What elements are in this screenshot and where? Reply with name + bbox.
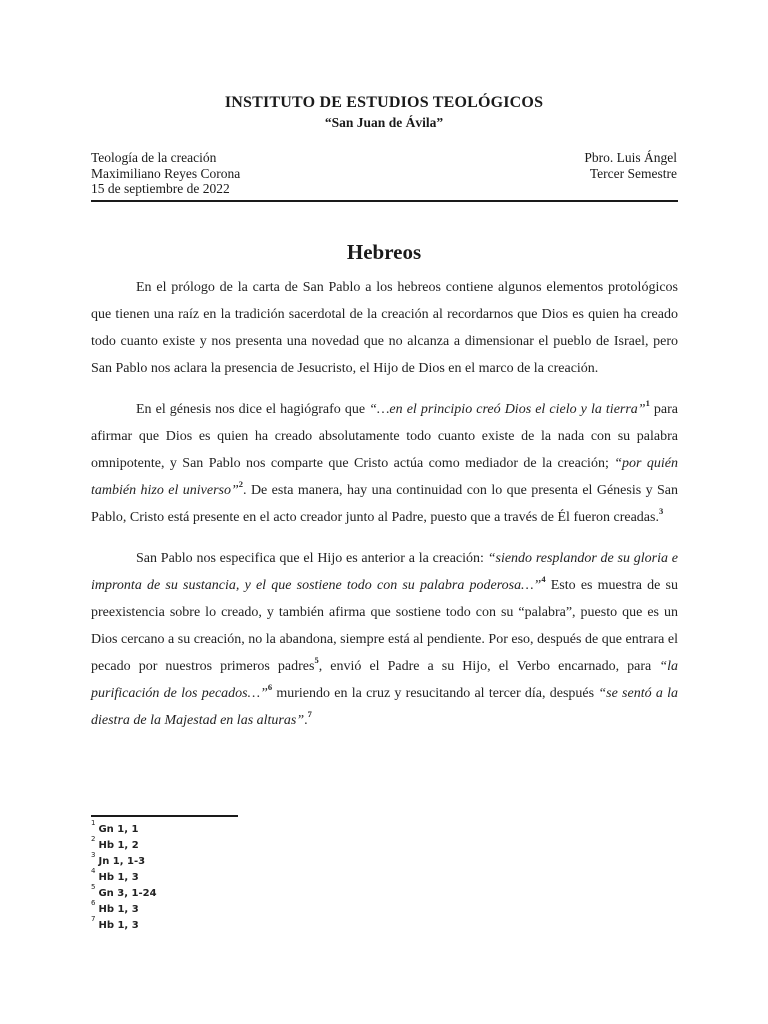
paragraph-text: En el génesis nos dice el hagiógrafo que [136,402,370,417]
professor-name: Pbro. Luis Ángel [584,150,677,165]
paragraph-text: . [304,713,308,728]
institute-title: INSTITUTO DE ESTUDIOS TEOLÓGICOS [224,94,544,111]
footnote-text: Hb 1, 3 [98,904,139,915]
document-meta [91,150,677,197]
footnote-marker: 7 [307,709,312,720]
footnote-text: Hb 1, 3 [98,920,139,931]
footnote-text: Jn 1, 1-3 [98,856,146,867]
student-name: Maximiliano Reyes Corona [91,165,241,181]
footnote-item [91,882,157,902]
subject-label: Teología de la creación [91,150,217,165]
body-paragraph [91,545,678,734]
paragraph-text: muriendo en la cruz y resucitando al tercer día, después [272,686,599,701]
footnote-marker: 1 [645,398,650,409]
footnote-marker: 3 [658,506,664,517]
footnote-item [91,818,157,838]
footnote-text: Gn 3, 1-24 [98,888,157,899]
body-paragraph [91,274,678,382]
scripture-quote: “siendo resplandor de su gloria e impronta de su sustancia, y el que sostiene todo con su palabra poderosa…” [91,551,679,593]
footnote-number: 7 [91,914,96,923]
footnote-item [91,898,157,918]
footnote-marker: 2 [238,479,244,490]
footnote-item [91,850,157,870]
footnote-number: 3 [91,850,96,859]
meta-row-2 [91,166,677,182]
header-divider [91,200,678,202]
institute-subtitle: “San Juan de Ávila” [324,115,444,130]
footnote-text: Hb 1, 2 [98,840,139,851]
paragraph-text: , envió el Padre a su Hijo, el Verbo encarnado, para [318,659,660,674]
scripture-quote: “por quién también hizo el universo” [91,456,679,498]
scripture-quote: “…en el principio creó Dios el cielo y la tierra” [369,402,646,417]
footnote-number: 5 [91,882,96,891]
semester-label: Tercer Semestre [589,165,677,181]
footnote-number: 4 [91,866,96,875]
footnote-item [91,914,157,934]
footnote-item [91,866,157,886]
document-date: 15 de septiembre de 2022 [91,181,230,196]
footnote-marker: 6 [267,682,273,693]
footnotes [91,818,157,934]
footnote-item [91,834,157,854]
document-body [91,274,678,748]
footnote-marker: 4 [541,574,546,585]
footnote-text: Gn 1, 1 [98,824,139,835]
document-title: Hebreos [346,240,422,264]
footnote-divider [91,815,238,817]
paragraph-text: . De esta manera, hay una continuidad con lo que presenta el Génesis y San Pablo, Cristo está presente en el acto creador junto al Padre, puesto que a través de Él fueron creadas. [91,483,678,525]
paragraph-text: para afirmar que Dios es quien ha creado absolutamente todo cuanto existe de la nada con su palabra omnipotente, y San Pablo nos comparte que Cristo actúa como mediador de la creación; [91,402,679,471]
footnote-number: 6 [91,898,96,907]
body-paragraph [91,396,678,531]
meta-row-3 [91,181,677,197]
footnote-number: 2 [91,834,96,843]
footnote-marker: 5 [314,655,319,666]
paragraph-text: Esto es muestra de su preexistencia sobre lo creado, y también afirma que sostiene todo con su “palabra”, puesto que es un Dios cercano a su creación, no la abandona, siempre está al pendiente. Por eso, después de que entrara el pecado por nuestros primeros padres [91,578,678,674]
footnote-text: Hb 1, 3 [98,872,139,883]
footnote-number: 1 [91,818,96,827]
paragraph-text: En el prólogo de la carta de San Pablo a los hebreos contiene algunos elementos protológicos que tienen una raíz en la tradición sacerdotal de la creación al recordarnos que Dios es quien ha creado todo cuanto existe y nos presenta una novedad que no alcanza a dimensionar el pueblo de Israel, pero San Pablo nos aclara la presencia de Jesucristo, el Hijo de Dios en el marco de la creación. [91,280,678,376]
scripture-quote: “la purificación de los pecados…” [91,659,678,701]
meta-row-1 [91,150,677,166]
scripture-quote: “se sentó a la diestra de la Majestad en las alturas” [91,686,679,728]
paragraph-text: San Pablo nos especifica que el Hijo es anterior a la creación: [136,551,488,566]
